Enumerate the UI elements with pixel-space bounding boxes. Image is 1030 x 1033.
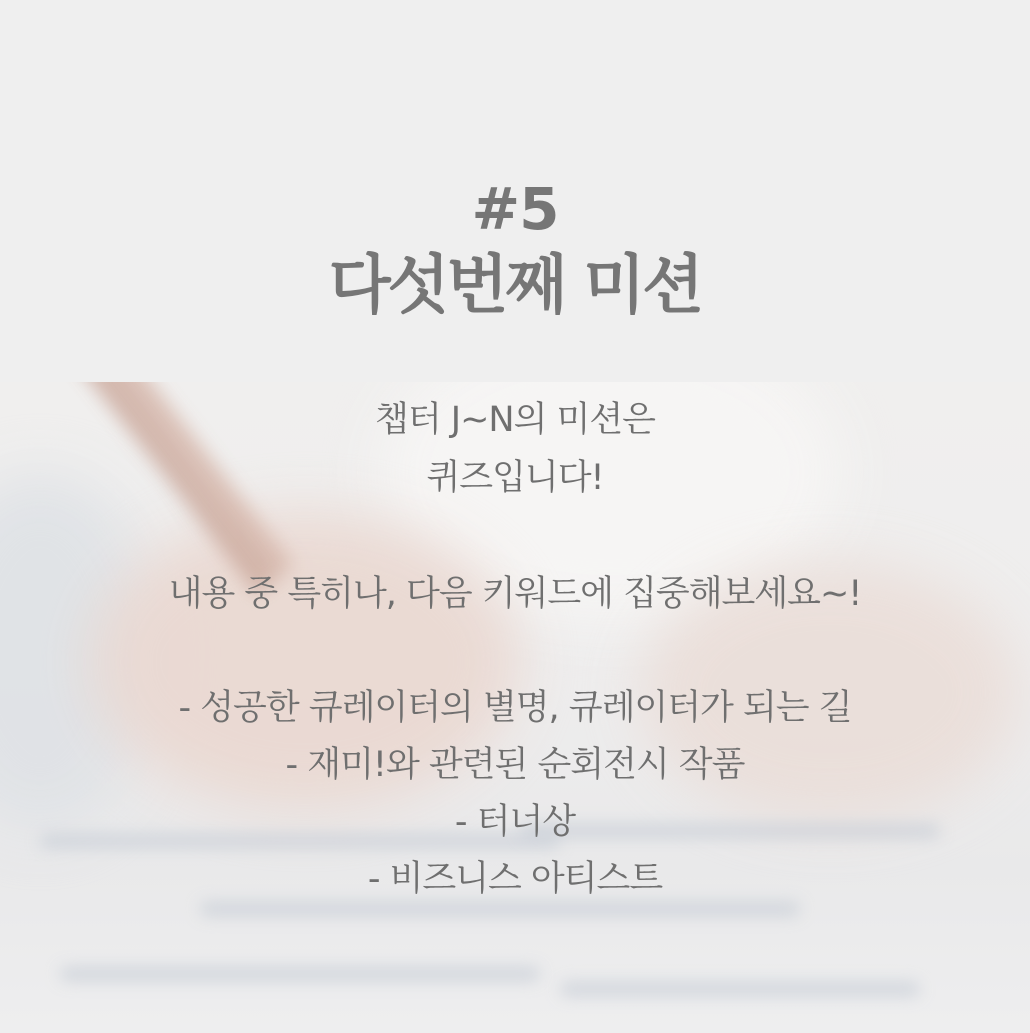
keyword-item: - 성공한 큐레이터의 별명, 큐레이터가 되는 길 — [178, 688, 852, 728]
mission-number: #5 — [471, 175, 559, 243]
intro-line-1: 챕터 J~N의 미션은 — [375, 400, 655, 440]
mission-header — [0, 0, 1030, 382]
keyword-item: - 터너상 — [454, 802, 576, 842]
intro-line-2: 퀴즈입니다! — [426, 458, 604, 498]
background-paper-line — [60, 967, 540, 981]
mission-title: 다섯번째 미션 — [328, 249, 702, 323]
background-paper-line — [560, 982, 920, 996]
keyword-item: - 재미!와 관련된 순회전시 작품 — [285, 745, 745, 785]
focus-instruction: 내용 중 특히나, 다음 키워드에 집중해보세요~! — [168, 574, 862, 614]
keyword-item: - 비즈니스 아티스트 — [367, 859, 663, 899]
background-paper-line — [200, 902, 800, 916]
